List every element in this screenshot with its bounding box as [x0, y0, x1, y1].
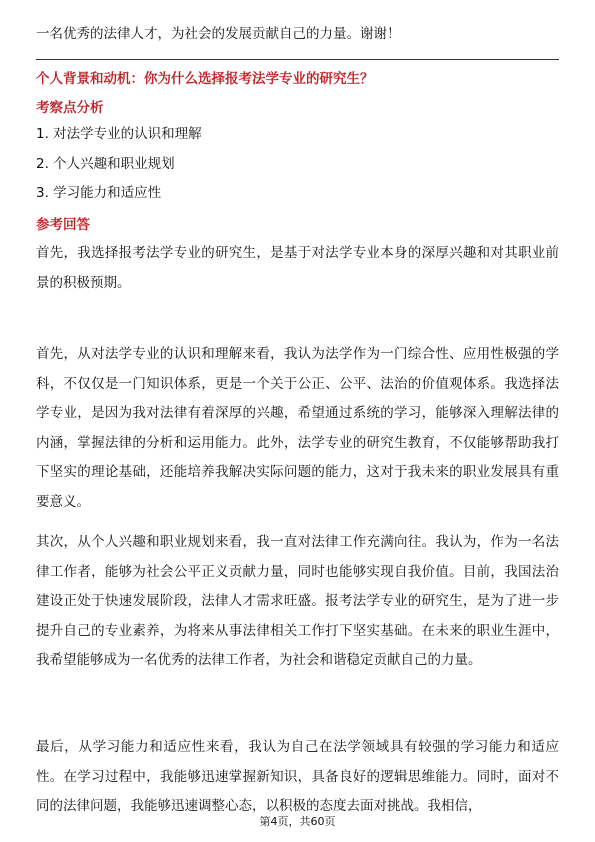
page-number-footer: 第4页，共60页	[259, 815, 336, 828]
answer-paragraph: 其次，从个人兴趣和职业规划来看，我一直对法律工作充满向往。我认为，作为一名法律工作者，能够为社会公平正义贡献力量，同时也能够实现自我价值。目前，我国法治建设正处于快速发展阶段，法律人才需求旺盛。报考法学专业的研究生，是为了进一步提升自己的专业素养，为将来从事法律相关工作打下坚实基础。在未来的职业生涯中，我希望能够成为一名优秀的法律工作者，为社会和谐稳定贡献自己的力量。	[36, 534, 559, 669]
analysis-point: 1. 对法学专业的认识和理解	[36, 126, 202, 142]
analysis-point: 2. 个人兴趣和职业规划	[36, 156, 175, 172]
analysis-heading: 考察点分析	[36, 100, 104, 116]
answer-paragraph: 首先，我选择报考法学专业的研究生，是基于对法学专业本身的深厚兴趣和对其职业前景的积极预期。	[36, 245, 559, 291]
question-heading: 个人背景和动机：你为什么选择报考法学专业的研究生？	[36, 71, 374, 87]
answer-paragraph: 首先，从对法学专业的认识和理解来看，我认为法学作为一门综合性、应用性极强的学科，不仅仅是一门知识体系，更是一个关于公正、公平、法治的价值观体系。我选择法学专业，是因为我对法律有着深厚的兴趣，希望通过系统的学习，能够深入理解法律的内涵，掌握法律的分析和运用能力。此外，法学专业的研究生教育，不仅能够帮助我打下坚实的理论基础，还能培养我解决实际问题的能力，这对于我未来的职业发展具有重要意义。	[36, 346, 559, 510]
analysis-point: 3. 学习能力和适应性	[36, 185, 162, 201]
answer-heading: 参考回答	[36, 217, 90, 233]
intro-line: 一名优秀的法律人才，为社会的发展贡献自己的力量。谢谢！	[36, 26, 401, 42]
section-divider	[36, 59, 559, 60]
answer-paragraph: 最后，从学习能力和适应性来看，我认为自己在法学领域具有较强的学习能力和适应性。在学习过程中，我能够迅速掌握新知识，具备良好的逻辑思维能力。同时，面对不同的法律问题，我能够迅速调整心态，以积极的态度去面对挑战。我相信，	[36, 739, 559, 815]
